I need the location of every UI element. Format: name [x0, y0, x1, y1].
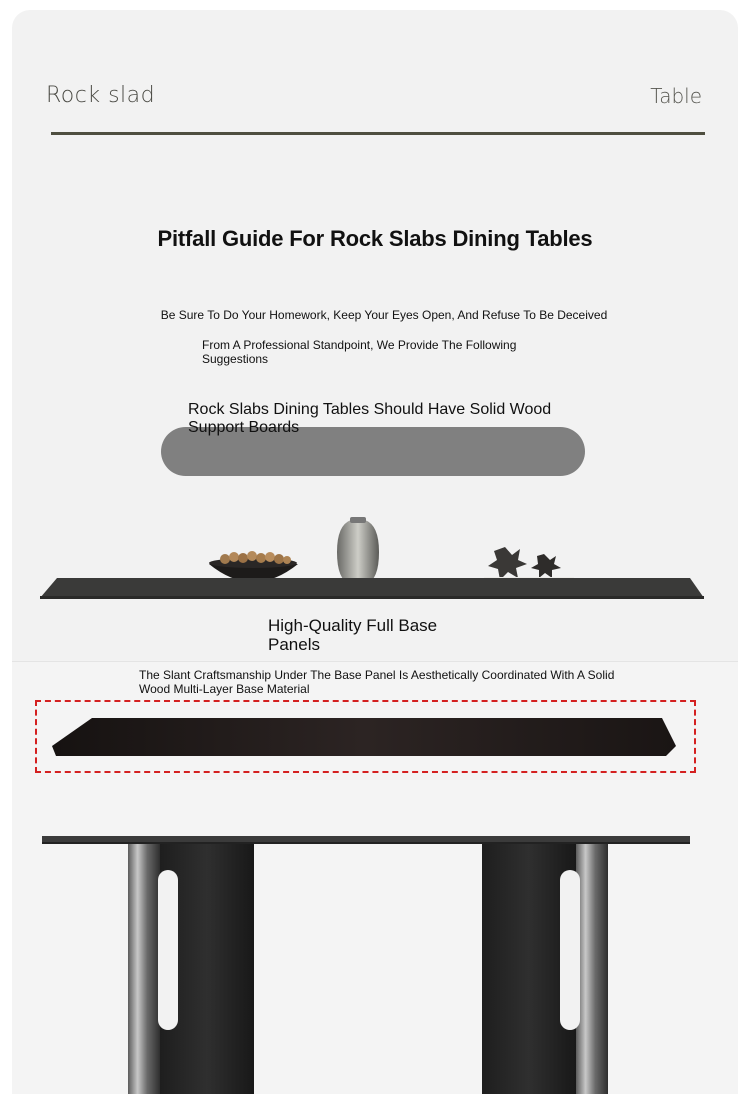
glass-vase — [337, 517, 379, 584]
guide-title: Pitfall Guide For Rock Slabs Dining Tables — [157, 226, 593, 251]
point-heading: Rock Slabs Dining Tables Should Have Solid Wood Support Boards — [188, 401, 552, 436]
stone-tabletop — [40, 578, 704, 599]
header-divider — [51, 132, 705, 135]
dining-table-image — [0, 820, 750, 1098]
table-leg-right — [482, 844, 608, 1094]
guide-subtitle: Be Sure To Do Your Homework, Keep Your Eyes Open, And Refuse To Be Deceived — [160, 308, 608, 322]
base-description: The Slant Craftsmanship Under The Base Panel Is Aesthetically Coordinated With A Solid Wood Multi-Layer Base Material — [139, 668, 615, 696]
header-right-label: Table — [650, 84, 702, 108]
table-top — [42, 836, 690, 844]
base-heading: High-Quality Full Base Panels — [268, 616, 438, 654]
walnut-bowl — [209, 551, 298, 582]
section-divider — [12, 661, 738, 662]
tabletop-scene-image — [0, 500, 750, 605]
table-leg-left — [128, 844, 254, 1094]
header-left-label: Rock slad — [46, 83, 156, 108]
star-sculpture — [488, 547, 561, 580]
guide-intro: From A Professional Standpoint, We Provide The Following Suggestions — [202, 338, 517, 366]
highlight-dashed-frame — [35, 700, 696, 773]
